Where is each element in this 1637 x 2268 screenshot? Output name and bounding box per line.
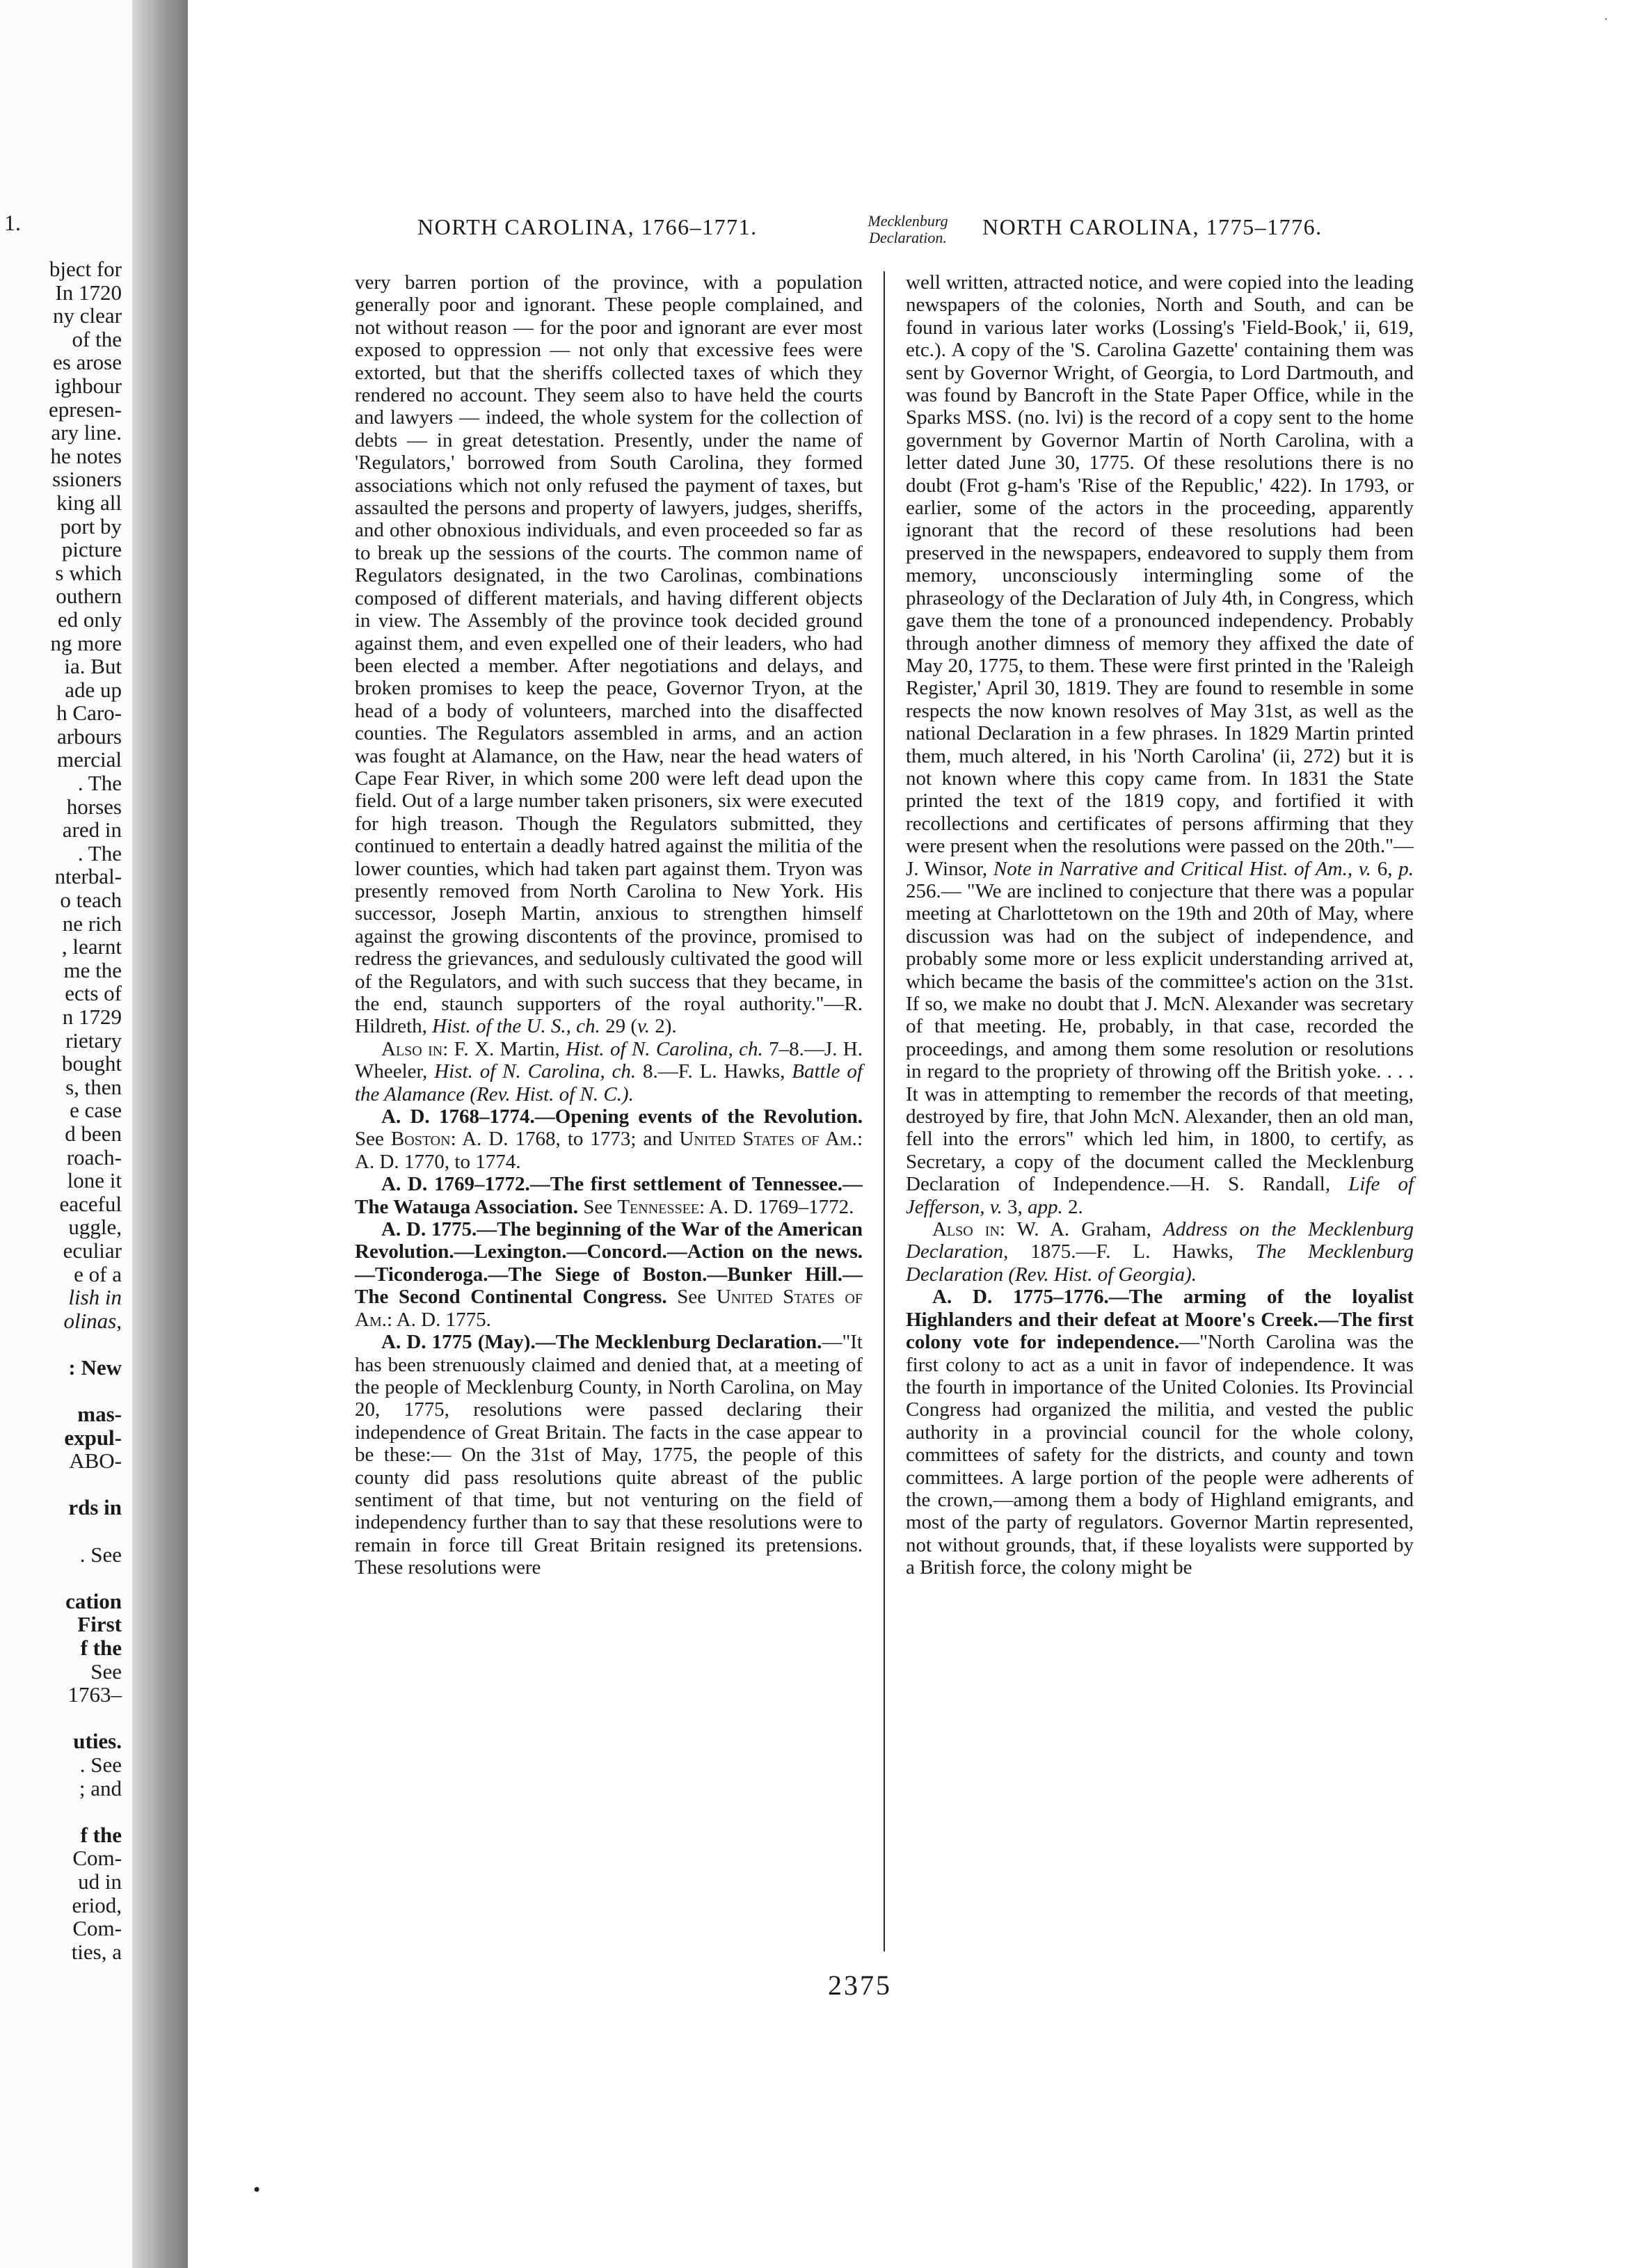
facing-page-line: mercial <box>57 747 122 772</box>
right-column <box>906 271 1414 1579</box>
facing-page-number: 1. <box>4 210 21 235</box>
paragraph-text: See <box>666 1286 717 1309</box>
facing-page-line: bject for <box>49 257 122 281</box>
marginal-heading-line1: Mecklenburg <box>868 212 948 230</box>
facing-page-line: nterbal- <box>54 864 122 889</box>
page-number: 2375 <box>828 1970 892 2001</box>
entry-1768-1774 <box>355 1105 863 1173</box>
facing-page-line: d been <box>65 1121 122 1146</box>
paragraph-text: well written, attracted notice, and were copied into the leading newspapers of the colonies, North and South, and can be found in various later works (Lossing's 'Field-Book,' ii, 619, etc.). A copy of the 'S. Carolina Gazette' containing them was sent by Governor Wright, of Georgia, to Lord Dartmouth, and was found by Bancroft in the State Paper Office, while in the Sparks MSS. (no. lvi) is the record of a copy sent to the home government by Governor Martin of North Carolina, with a letter dated June 30, 1775. Of these resolutions there is no doubt (Frot g-ham's 'Rise of the Republic,' 422). In 1793, or earlier, some of the actors in the proceeding, apparently ignorant that the record of these resolutions had been preserved in the newspapers, endeavored to supply them from memory, unconsciously intermingling some of the phraseology of the Declaration of July 4th, in Congress, which gave them the tone of a pronounced independency. Probably through another dimness of memory they affixed the date of May 20, 1775, to them. These were first printed in the 'Raleigh Register,' April 30, 1819. They are found to resemble in some respects the now known resolves of May 31st, as well as the national Declaration in a few phrases. In 1829 Martin printed them, much altered, in his 'North Carolina' (ii, 272) but it is not known where this copy came from. In 1831 the State printed the text of the 1819 copy, and fortified it with recollections and certificates of persons affirming that they were present when the resolutions were passed on the 20th."—J. Winsor, <box>906 271 1414 880</box>
column-divider <box>884 271 885 1951</box>
facing-page-line: ng more <box>50 630 122 655</box>
marginal-heading-line2: Declaration. <box>869 229 947 246</box>
facing-page-line: e of a <box>74 1261 122 1286</box>
paragraph-text: See <box>355 1128 391 1151</box>
cross-reference[interactable]: United States of Am. <box>355 1286 863 1331</box>
facing-page-line: f the <box>80 1822 122 1847</box>
paragraph-text: : A. D. 1769–1772. <box>699 1195 854 1218</box>
left-column <box>355 271 863 1579</box>
facing-page-line: Com- <box>72 1846 122 1871</box>
paragraph-text: 2. <box>1062 1195 1083 1218</box>
facing-page-line: ade up <box>65 677 122 702</box>
facing-page-line: ed only <box>57 607 122 632</box>
paragraph-text: 29 ( <box>600 1015 637 1038</box>
entry-1775 <box>355 1218 863 1331</box>
entry-heading: A. D. 1775.—The beginning of the War of the American Revolution.—Lexington.—Concord.—Action on the news.—Ticonderoga.—The Siege of Boston.—Bunker Hill.—The Second Continental Congress. <box>355 1218 863 1309</box>
paragraph-text: : A. D. 1768, to 1773; and <box>450 1128 680 1151</box>
facing-page-line: Com- <box>72 1916 122 1941</box>
facing-page-line: roach- <box>66 1144 122 1169</box>
citation: The Mecklenburg Declaration (Rev. Hist. of Georgia). <box>906 1240 1414 1286</box>
facing-page-line: See <box>90 1659 122 1684</box>
paragraph-text: : W. A. Graham, <box>999 1218 1164 1241</box>
facing-page-line: he notes <box>50 443 122 468</box>
facing-page-line: cation <box>65 1588 122 1613</box>
facing-page-line: ne rich <box>62 911 122 936</box>
running-head <box>237 209 1637 264</box>
paragraph-text: 7–8.—J. H. Wheeler, <box>355 1037 863 1083</box>
facing-page-line <box>49 1380 122 1403</box>
facing-page-line: : New <box>68 1355 122 1380</box>
paragraph-text: See <box>577 1195 618 1218</box>
citation: app. <box>1028 1195 1063 1218</box>
facing-page-line: eriod, <box>72 1892 122 1917</box>
regulators-paragraph <box>355 271 863 1038</box>
citation: p. <box>1398 857 1414 880</box>
facing-page-line: In 1720 <box>55 280 122 305</box>
also-in-paragraph <box>906 1218 1414 1286</box>
citation: Hist. of N. Carolina, ch. <box>434 1060 637 1083</box>
citation: Battle of the Alamance (Rev. Hist. of N. C.). <box>355 1060 863 1105</box>
facing-page-line: e case <box>70 1098 122 1123</box>
facing-page-line: outhern <box>56 584 122 609</box>
facing-page-line: uties. <box>73 1729 122 1754</box>
entry-heading: A. D. 1769–1772.—The first settlement of Tennessee.—The Watauga Association. <box>355 1173 863 1218</box>
facing-page-line: expul- <box>64 1425 122 1450</box>
facing-page-line: s which <box>55 560 122 585</box>
facing-page-line: ties, a <box>71 1939 122 1964</box>
facing-page-line: ssioners <box>52 467 122 492</box>
facing-page-line: rietary <box>65 1028 122 1053</box>
entry-heading: A. D. 1775–1776.—The arming of the loyalist Highlanders and their defeat at Moore's Creek.—The first colony vote for independence. <box>906 1286 1414 1354</box>
paragraph-text: 8.—F. L. Hawks, <box>636 1060 792 1083</box>
facing-page-line: n 1729 <box>62 1005 122 1029</box>
facing-page-line <box>49 1332 122 1356</box>
facing-page-line: , learnt <box>61 934 122 959</box>
facing-page-line: . See <box>79 1542 122 1567</box>
facing-page-line: f the <box>80 1636 122 1661</box>
entry-1775-1776 <box>906 1286 1414 1579</box>
facing-page-line: uggle, <box>68 1215 122 1240</box>
facing-page-line: s, then <box>65 1074 122 1099</box>
page-gutter-shadow <box>132 0 188 2268</box>
cross-reference[interactable]: Tennessee <box>617 1195 700 1218</box>
paragraph-text: very barren portion of the province, with a population generally poor and ignorant. These people complained, and not without reason — for the poor and ignorant are ever most exposed to oppression — not only that excessive fees were extorted, but that the sheriffs collected taxes of which they rendered no account. They seem also to have held the courts and lawyers — indeed, the whole system for the collection of debts — in great detestation. Presently, under the name of 'Regulators,' borrowed from South Carolina, they formed associations which not only refused the payment of taxes, but assaulted the persons and property of lawyers, judges, sheriffs, and other obnoxious individuals, and even proceeded so far as to break up the sessions of the courts. The common name of Regulators designated, in the two Carolinas, combinations composed of different materials, and having different objects in view. The Assembly of the province took decided ground against them, and even expelled one of their leaders, who had been elected a member. After negotiations and delays, and broken promises to keep the peace, Governor Tryon, at the head of a body of volunteers, marched into the disaffected counties. The Regulators assembled in arms, and an action was fought at Alamance, on the Haw, near the head waters of Cape Fear River, in which some 200 were left dead upon the field. Out of a large number taken prisoners, six were executed for high treason. Though the Regulators submitted, they continued to entertain a deadly hatred against the militia of the lower counties, which had taken part against them. Tryon was presently removed from North Carolina to New York. His successor, Joseph Martin, anxious to strengthen himself against the growing discontents of the province, promised to redress the grievances, and sedulously cultivated the good will of the Regulators, and with such success that they became, in the end, staunch supporters of the royal authority."—R. Hildreth, <box>355 271 863 1038</box>
entry-heading: A. D. 1768–1774.—Opening events of the Revolution. <box>381 1105 863 1128</box>
paragraph-text: —"North Carolina was the first colony to act as a unit in favor of independence. It was the fourth in importance of the United Colonies. Its Provincial Congress had organized the militia, and vested the public authority in a provincial council for the whole colony, committees of safety for the districts, and county and town committees. A large portion of the people were adherents of the crown,—among them a body of Highland emigrants, and most of the party of regulators. Governor Martin represented, not without grounds, that, if these loyalists were supported by a British force, the colony might be <box>906 1331 1414 1579</box>
facing-page-line: ny clear <box>53 303 122 328</box>
facing-page-line: mas- <box>77 1402 122 1427</box>
facing-page-line: ects of <box>65 981 122 1006</box>
facing-page-line: es arose <box>53 350 122 375</box>
facing-page-line: horses <box>66 794 122 819</box>
facing-page-line: . The <box>77 771 122 796</box>
citation: Hist. of N. Carolina, ch. <box>566 1037 763 1060</box>
facing-page-line: of the <box>72 326 122 351</box>
running-head-left: NORTH CAROLINA, 1766–1771. <box>417 214 758 239</box>
facing-page-line: epresen- <box>49 397 122 422</box>
paragraph-text: : F. X. Martin, <box>442 1037 566 1060</box>
facing-page-line <box>49 1519 122 1543</box>
entry-heading: A. D. 1775 (May).—The Mecklenburg Declaration. <box>381 1331 822 1354</box>
facing-page-line: ighbour <box>54 373 122 398</box>
facing-page-line <box>49 1566 122 1590</box>
paragraph-text: 256.— "We are inclined to conjecture that there was a popular meeting at Charlottetown on the 19th and 20th of May, where discussion was had on the subject of independence, and probably some more or less explicit understanding arrived at, which became the basis of the committee's action on the 31st. If so, we make no doubt that J. McN. Alexander was secretary of that meeting. He, probably, in that case, recorded the proceedings, and among them some resolution or resolutions in regard to the propriety of throwing off the British yoke. . . . It was in attempting to remember the records of that meeting, destroyed by fire, that John McN. Alexander, then an old man, fell into the errors" which led him, in 1800, to certify, as Secretary, a copy of the document called the Mecklenburg Declaration of Independence.—H. S. Randall, <box>906 879 1414 1196</box>
also-in-label: Also in <box>932 1218 1000 1241</box>
facing-page-line: ia. But <box>64 654 122 679</box>
facing-page-line: lone it <box>67 1168 122 1193</box>
facing-page-line: lish in <box>68 1285 122 1310</box>
facing-page-line: o teach <box>60 888 122 913</box>
paragraph-text: : A. D. 1770, to 1774. <box>355 1128 863 1173</box>
facing-page-line: ary line. <box>51 420 122 445</box>
facing-page-line: h Caro- <box>56 701 122 726</box>
facing-page-line: eaceful <box>59 1191 122 1216</box>
citation: v. <box>637 1015 650 1038</box>
paragraph-text: 3, <box>1002 1195 1028 1218</box>
margin-mark-icon: • <box>252 2180 262 2200</box>
facing-page-line: me the <box>63 957 122 982</box>
facing-page-line: ABO- <box>69 1448 122 1474</box>
facing-page-line: rds in <box>68 1495 122 1520</box>
facing-page-line: king all <box>56 490 122 515</box>
facing-page-line: . See <box>79 1752 122 1777</box>
citation: Note in Narrative and Critical Hist. of Am., v. <box>993 857 1371 880</box>
marginal-heading <box>842 213 974 246</box>
paragraph-text: 1875.—F. L. Hawks, <box>1008 1240 1256 1263</box>
facing-page-line: 1763– <box>67 1682 122 1707</box>
running-head-right: NORTH CAROLINA, 1775–1776. <box>982 214 1323 239</box>
also-in-label: Also in <box>381 1037 443 1060</box>
facing-page-line: olinas, <box>63 1308 122 1333</box>
citation: Life of Jefferson, v. <box>906 1173 1414 1218</box>
facing-page-edge <box>0 0 188 2268</box>
page-mark-icon: · <box>1604 13 1608 26</box>
facing-page-line: port by <box>60 513 122 538</box>
paragraph-text: : A. D. 1775. <box>386 1308 491 1331</box>
facing-page-line: First <box>77 1612 122 1637</box>
facing-page-text <box>49 257 122 1963</box>
entry-1769-1772 <box>355 1173 863 1218</box>
encyclopedia-page <box>237 0 1637 2268</box>
mecklenburg-paragraph <box>906 271 1414 1218</box>
facing-page-line: ud in <box>78 1869 122 1894</box>
facing-page-line: bought <box>61 1051 122 1076</box>
entry-1775-may <box>355 1331 863 1579</box>
paragraph-text: 2). <box>649 1015 677 1038</box>
facing-page-line <box>49 1707 122 1730</box>
facing-page-line: arbours <box>57 724 122 749</box>
facing-page-line <box>49 1800 122 1823</box>
also-in-paragraph <box>355 1038 863 1105</box>
citation: Hist. of the U. S., ch. <box>432 1015 600 1038</box>
facing-page-line: eculiar <box>63 1238 122 1263</box>
facing-page-line: ; and <box>79 1775 122 1800</box>
facing-page-line: ared in <box>62 817 122 842</box>
citation: Address on the Mecklenburg Declaration, <box>906 1218 1414 1263</box>
facing-page-line: picture <box>61 537 122 562</box>
cross-reference[interactable]: Boston <box>390 1128 451 1151</box>
facing-page-line: . The <box>77 840 122 865</box>
facing-page-line <box>49 1473 122 1496</box>
paragraph-text: 6, <box>1371 857 1399 880</box>
paragraph-text: —"It has been strenuously claimed and denied that, at a meeting of the people of Mecklenburg County, in North Carolina, on May 20, 1775, resolutions were passed declaring their independence of Great Britain. The facts in the case appear to be these:— On the 31st of May, 1775, the people of this county did pass resolutions quite abreast of the public sentiment of that time, but not venturing on the field of independency further than to say that these resolutions were to remain in force till Great Britain resigned its pretensions. These resolutions were <box>355 1331 863 1579</box>
cross-reference[interactable]: United States of Am. <box>679 1128 857 1151</box>
